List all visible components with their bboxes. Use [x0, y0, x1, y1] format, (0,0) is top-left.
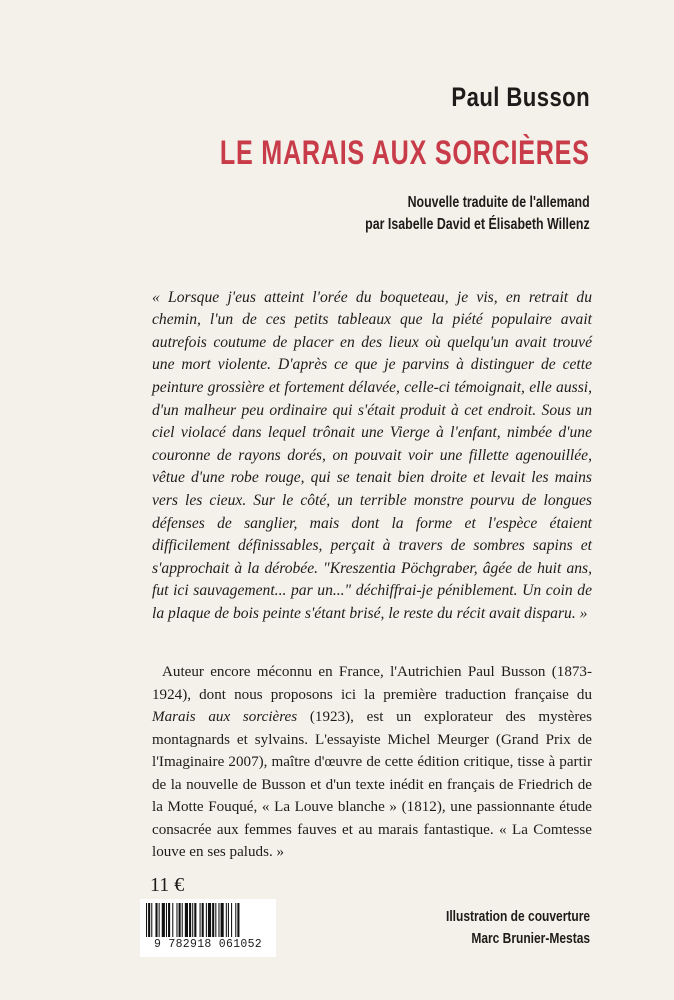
- barcode-bar: [192, 903, 193, 937]
- barcode-bar: [206, 903, 207, 937]
- barcode-bar: [202, 903, 204, 937]
- illustration-credit-line-1: Illustration de couverture: [445, 908, 590, 925]
- barcode-bar: [176, 903, 177, 937]
- description-book-title: Marais aux sorcières: [152, 709, 298, 726]
- barcode-bar: [218, 903, 219, 937]
- author-name: Paul Busson: [451, 82, 590, 112]
- barcode-bar: [226, 903, 227, 937]
- barcode-bar: [168, 903, 170, 937]
- barcode-bar: [155, 903, 157, 937]
- book-title: LE MARAIS AUX SORCIÈRES: [220, 134, 590, 172]
- excerpt-quote: « Lorsque j'eus atteint l'orée du boqueteau, je vis, en retrait du chemin, l'un de ces petits tableaux que la piété populaire avait autrefois coutume de placer en des lieux où quelqu'un avait trouvé une mort violente. D'après ce que je parvins à distinguer de cette peinture grossière et fortement délavée, celle-ci témoignait, elle aussi, d'un malheur peu ordinaire qui s'était produit à cet endroit. Sous un ciel violacé dans lequel trônait une Vierge à l'enfant, nimbée d'une couronne de rayons dorés, on pouvait voir une fillette agenouillée, vêtue d'une robe rouge, qui se tenait bien droite et levait les mains vers les cieux. Sur le côté, un terrible monstre pourvu de longues défenses de sanglier, mais dont la forme et l'espèce étaient difficilement définissables, perçait à travers de sombres sapins et s'approchait à la dérobée. "Kreszentia Pöchgraber, âgée de huit ans, fut ici sauvagement... par un..." déchiffrai-je péniblement. Un coin de la plaque de bois peinte s'étant brisé, le reste du récit avait disparu. »: [152, 288, 592, 622]
- barcode-bar: [231, 903, 232, 937]
- barcode-bar: [182, 903, 183, 937]
- description-part-1: Auteur encore méconnu en France, l'Autrichien Paul Busson (1873-1924), dont nous proposons ici la première traduction française du: [152, 664, 592, 703]
- barcode-bar: [212, 903, 214, 937]
- translation-credit: [365, 192, 590, 236]
- barcode-bar: [148, 903, 150, 937]
- cover-illustration-credit: [446, 906, 590, 950]
- isbn-number: 9 782918 061052: [153, 938, 263, 951]
- barcode-bar: [221, 903, 224, 937]
- translation-credit-line-2: par Isabelle David et Élisabeth Willenz: [365, 216, 590, 233]
- description-part-2: (1923), est un explorateur des mystères montagnards et sylvains. L'essayiste Michel Meurger (Grand Prix de l'Imaginaire 2007), maître d'œuvre de cette édition critique, tisse à partir de la nouvelle de Busson et d'un texte inédit en français de Friedrich de la Motte Fouqué, « La Louve blanche » (1812), une passionnante étude consacrée aux femmes fauves et au marais fantastique. « La Comtesse louve en ses paluds. »: [152, 709, 592, 861]
- barcode-bar: [172, 903, 173, 937]
- barcode-bar: [185, 903, 188, 937]
- barcode-bar: [146, 903, 147, 937]
- barcode-bar: [215, 903, 216, 937]
- barcode-bar: [200, 903, 201, 937]
- barcode-bar: [162, 903, 165, 937]
- barcode-bar: [235, 903, 236, 937]
- barcode-bar: [159, 903, 160, 937]
- barcode-bar: [166, 903, 167, 937]
- book-description: [152, 661, 592, 864]
- translation-credit-line-1: Nouvelle traduite de l'allemand: [407, 194, 590, 211]
- illustration-credit-line-2: Marc Brunier-Mestas: [471, 930, 590, 947]
- barcode-bar: [237, 903, 239, 937]
- barcode-bar: [189, 903, 191, 937]
- barcode-bars-graphic: [146, 903, 270, 939]
- price-label: 11 €: [150, 874, 185, 896]
- barcode-bar: [228, 903, 229, 937]
- isbn-barcode: [140, 899, 276, 957]
- barcode-bar: [151, 903, 152, 937]
- barcode-bar: [208, 903, 211, 937]
- barcode-bar: [179, 903, 181, 937]
- barcode-bar: [194, 903, 196, 937]
